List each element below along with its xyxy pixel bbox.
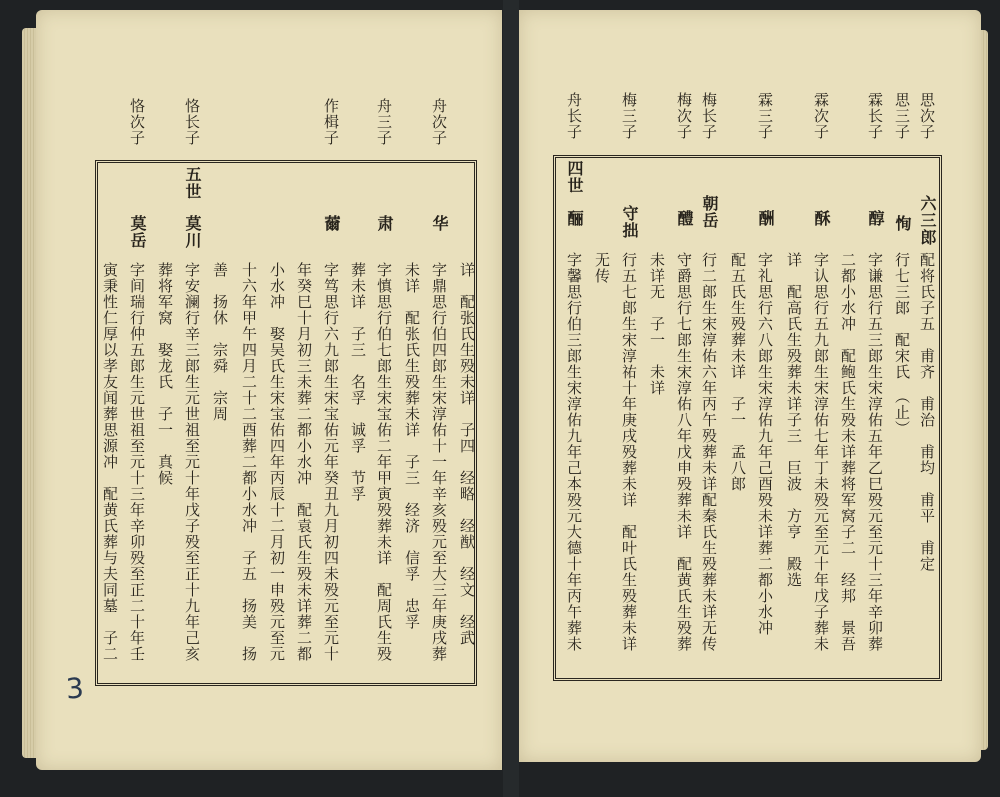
- entry-line: 二都小水冲 配鲍氏生殁未详葬将军窝子二 经邦 景吾: [839, 252, 857, 652]
- entry-line: 详 配张氏生殁未详 子四 经略 经猷 经文 经武: [458, 262, 476, 646]
- entry-line: 字认思行五九郎生宋淳佑七年丁未殁元至元十年戊子葬未: [812, 252, 830, 652]
- entry-line: 字慎思行伯七郎生宋宝佑二年甲寅殁葬未详 配周氏生殁: [375, 262, 393, 662]
- entry-line: 小水冲 娶吴氏生宋宝佑四年丙辰十二月初一申殁元至元: [268, 262, 286, 662]
- entry-line: 字安澜行辛三郎生元世祖至元十年戊子殁至正十九年己亥: [183, 262, 201, 662]
- entry-name: 酾: [565, 210, 584, 227]
- generation-label: 五世: [183, 166, 202, 200]
- entry-line: 配五氏生殁葬未详 子一 孟八郎: [729, 252, 747, 492]
- entry-line: 字馨思行伯三郎生宋淳佑九年己本殁元大德十年丙午葬未: [565, 252, 583, 652]
- right-header-name: 梅长子: [700, 92, 718, 140]
- right-header-name: 思三子: [893, 92, 911, 140]
- right-header-name: 梅次子: [675, 92, 693, 140]
- entry-line: 寅秉性仁厚以孝友闻葬思源冲 配黄氏葬与夫同墓 子二: [101, 262, 119, 662]
- entry-name: 朝岳: [700, 195, 719, 229]
- entry-line: 十六年甲午四月二十二酉葬二都小水冲 子五 扬美 扬: [240, 262, 258, 662]
- entry-name: 肃: [375, 215, 394, 232]
- entry-line: 年癸巳十月初三未葬二都小水冲 配袁氏生殁未详葬二都: [295, 262, 313, 662]
- entry-line: 行五七郎生宋淳祐十年庚戌殁葬未详 配叶氏生殁葬未详: [620, 252, 638, 652]
- entry-line: 配将氏子五 甫齐 甫治 甫均 甫平 甫定: [918, 252, 936, 572]
- right-header-name: 梅三子: [620, 92, 638, 140]
- right-header-name: 舟长子: [565, 92, 583, 140]
- generation-label: 四世: [565, 160, 584, 194]
- entry-line: 葬将军窝 娶龙氏 子一 真候: [156, 262, 174, 486]
- entry-name: 莫川: [183, 215, 202, 249]
- right-header-name: 霖长子: [866, 92, 884, 140]
- left-header-name: 作楫子: [322, 98, 340, 146]
- entry-name: 恂: [893, 215, 912, 232]
- entry-line: 字笃思行六九郎生宋宝佑元年癸丑九月初四未殁元至元十: [322, 262, 340, 662]
- entry-line: 无传: [593, 252, 611, 284]
- entry-line: 字间瑞行仲五郎生元世祖至元十三年辛卯殁至正二十年壬: [128, 262, 146, 662]
- entry-line: 详 配高氏生殁葬未详子三 巨波 方亨 殿选: [785, 252, 803, 588]
- left-header-name: 舟次子: [430, 98, 448, 146]
- left-header-name: 舟三子: [375, 98, 393, 146]
- page-number: 3: [64, 671, 85, 706]
- entry-line: 未详 配张氏生殁葬未详 子三 经济 信孚 忠孚: [403, 262, 421, 630]
- entry-name: 薾: [322, 215, 341, 232]
- right-header-name: 霖次子: [812, 92, 830, 140]
- entry-line: 行二郎生宋淳佑六年丙午殁葬未详配秦氏生殁葬未详无传: [700, 252, 718, 652]
- entry-name: 六三郎: [918, 195, 937, 246]
- entry-name: 酥: [812, 210, 831, 227]
- entry-line: 行七三郎 配宋氏 （止）: [893, 252, 911, 437]
- right-header-name: 思次子: [918, 92, 936, 140]
- right-header-name: 霖三子: [756, 92, 774, 140]
- book-spine: [503, 0, 519, 797]
- entry-name: 莫岳: [128, 215, 147, 249]
- entry-name: 醴: [675, 210, 694, 227]
- entry-name: 酬: [756, 210, 775, 227]
- entry-name: 守拙: [620, 205, 639, 239]
- entry-line: 葬未详 子三 名孚 诚孚 节孚: [349, 262, 367, 502]
- left-header-name: 恪长子: [183, 98, 201, 146]
- entry-name: 醇: [866, 210, 885, 227]
- entry-line: 善 扬休 宗舜 宗周: [211, 262, 229, 422]
- entry-line: 字礼思行六八郎生宋淳佑九年己酉殁未详葬二都小水冲: [756, 252, 774, 636]
- entry-line: 未详无 子一 未详: [648, 252, 666, 396]
- entry-line: 字鼎思行伯四郎生宋淳佑十一年辛亥殁元至大三年庚戌葬: [430, 262, 448, 662]
- left-header-name: 恪次子: [128, 98, 146, 146]
- entry-line: 守爵思行七郎生宋淳佑八年戊申殁葬未详 配黄氏生殁葬: [675, 252, 693, 652]
- entry-name: 华: [430, 215, 449, 232]
- entry-line: 字谦思行五三郎生宋淳佑五年乙巳殁元至元十三年辛卯葬: [866, 252, 884, 652]
